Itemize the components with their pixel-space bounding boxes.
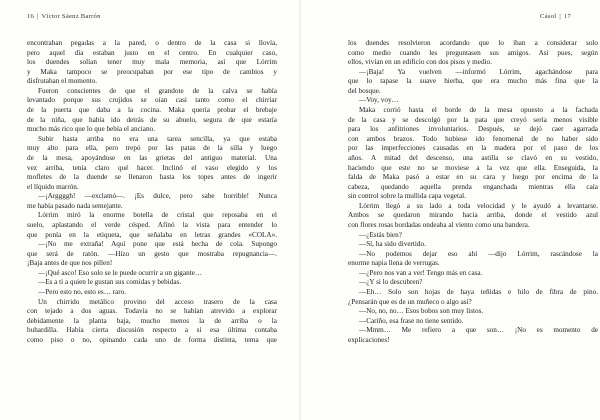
text-line: del bosque. [348,86,381,95]
text-line: como piso o no, opinando cada uno de forma distinta, tema que [27,335,277,344]
text-line: ¿Pensarán que es de un muñeco o algo así? [348,297,472,306]
text-line: vez arriba, tenía claro qué hacer. Inclinó el vaso elegido y los [27,163,277,172]
text-line: Maka corrió hasta el borde de la mesa opuesto a la fachada [359,106,598,115]
text-line: pero aquel día estaban justo en el centro. En cualquier caso, [27,48,277,57]
text-line: como medio cuando les preguntasen sus amigos. Así pues, según [348,48,598,57]
text-line: ellos, vivían en un edificio con dos pisos y medio. [348,58,492,67]
text-line: mofletes de la duende se llenaron hasta los topes antes de ingerir [27,173,277,182]
header-separator: | [37,13,39,20]
text-line: —Sí, ha sido divertido. [359,240,426,249]
text-line: que ponía en la etiqueta, que señalaba en letras grandes «COLA». [27,230,277,239]
text-line: que lo tapase la suave hierba, que era mucho más fina que la [348,77,598,86]
text-line: buhardilla. Había cierta discusión respecto a si esa última contaba [27,326,277,335]
right-page-body [348,39,598,346]
text-line: Fueron conscientes de que el grandote de la calva se había [38,86,277,95]
text-line: Lórrim miró la enorme botella de cristal que reposaba en el [38,211,277,220]
text-line: explicaciones! [348,335,390,344]
text-line: con flores rosas bordadas ondeaba al viento como una bandera. [348,220,530,229]
text-line: —No, no, no… Esos bobos son muy listos. [359,307,484,316]
text-line: y Maka tampoco se preocupaban por ese tipo de cambios y [27,67,277,76]
text-line: sin control sobre la mullida capa vegetal. [348,192,466,201]
text-line: con tejado a dos aguas. Todavía no se habían atrevido a explorar [27,307,277,316]
text-line: —¿Y si lo descubren? [359,278,423,287]
text-line: —Es a ti a quien le gustan sus comidas y bebidas. [38,278,182,287]
text-line: me había pasado nada semejante. [27,201,123,210]
left-running-head [27,13,101,20]
right-running-head [540,13,571,20]
text-line: de la mesa, apoyándose en las grietas del antiguo material. Una [27,153,277,162]
text-line: Subir hasta arriba no era una tarea sencilla, ya que estaba [38,134,277,143]
text-line: —Eh… Solo son hojas de haya teñidas e hilo de fibra de pino. [359,288,598,297]
text-line: —¡No me extraña! Aquí pone que está hecha de cola. Supongo [38,240,277,249]
text-line: los duendes solían tener muy mala memoria, así que Lórrim [27,58,277,67]
text-line: —¿Pero nos van a ver! Tengo más en casa. [359,268,483,277]
text-line: —Mmm… Me refiero a que son… ¡No es momento de [359,326,598,335]
text-line: Lórrim llegó a su lado a toda velocidad y le ayudó a levantarse. [359,201,598,210]
text-line: —Voy, voy… [359,96,399,105]
text-line: por las imperfecciones causadas en la madera por el paso de los [348,144,598,153]
text-line: Ambos se quedaron mirando hacia arriba, donde el vestido azul [348,211,598,220]
text-line: disfrutaban el momento. [27,77,98,86]
right-page-number: 17 [563,13,571,20]
text-line: muy alto para ella, pero trepó por las patas de la silla y luego [27,144,277,153]
header-separator: | [559,13,561,20]
text-line: para los anfitriones involuntarios. Después, se dejó caer agarrada [348,125,598,134]
text-line: años. A mitad del descenso, una astilla se clavó en su vestido, [348,153,598,162]
text-line: —No podemos dejar eso ahí —dijo Lórrim, rascándose la [359,249,598,258]
text-line: —Pero esto no, esto es… raro. [38,288,127,297]
text-line: —¡Baja! Ya vuelven —informó Lórrim, agachándose para [359,67,598,76]
text-line: encontraban pegadas a la pared, o dentro de la casa si llovía, [27,39,277,47]
text-line: de la niña, que había ido detrás de su abuelo, segura de que estaría [27,115,277,124]
left-page-body [27,39,277,346]
text-line: mucho más rico que lo que bebía el anciano. [27,125,155,134]
text-line: que será de ratón. —Hizo un gesto que mostraba repugnancia—. [27,249,277,258]
text-line: ¡Baja antes de que nos pillen! [27,259,113,268]
text-line: de la casa y se descolgó por la pata que creyó sería menos visible [348,115,598,124]
text-line: —¿Estás bien? [359,230,402,239]
text-line: falda de Maka pasó a estar en su cara y luego por encima de la [348,173,598,182]
text-line: suelo, aplastando el verde césped. Afinó la vista para entender lo [27,220,277,229]
text-line: con ambos brazos. Todo hubiese ido fenomenal de no haber sido [348,134,598,143]
left-page-number: 16 [27,13,35,20]
text-line: levantado porque sus crujidos se oían casi tanto como el chirriar [27,96,277,105]
text-line: debidamente la planta baja, mucho menos la de arriba o la [27,316,277,325]
text-line: —¡Qué asco! Eso solo se le puede ocurrir a un gigante… [38,268,203,277]
text-line: los duendes resolvieron acordando que lo iban a considerar solo [348,39,598,47]
right-chapter-title: Cásol [540,13,557,20]
left-author-name: Víctor Sáenz Barrón [41,13,101,20]
text-line: de la puerta que daba a la cocina. Maka quería probar el brebaje [27,106,277,115]
text-line: haciendo que este no se moviese a la vez que ella. Enseguida, la [348,163,598,172]
text-line: —¡Arggggh! —exclamó—. ¡Es dulce, pero sabe horrible! Nunca [38,192,277,201]
text-line: el líquido marrón. [27,182,79,191]
text-line: enorme napia llena de verrugas. [348,259,440,268]
right-page [300,0,600,420]
text-line: Un chirrido metálico provino del acceso trasero de la casa [38,297,277,306]
text-line: cabeza, quedando aquella prenda enganchada mientras ella caía [348,182,598,191]
text-line: —Cariño, esa frase no tiene sentido. [359,316,464,325]
